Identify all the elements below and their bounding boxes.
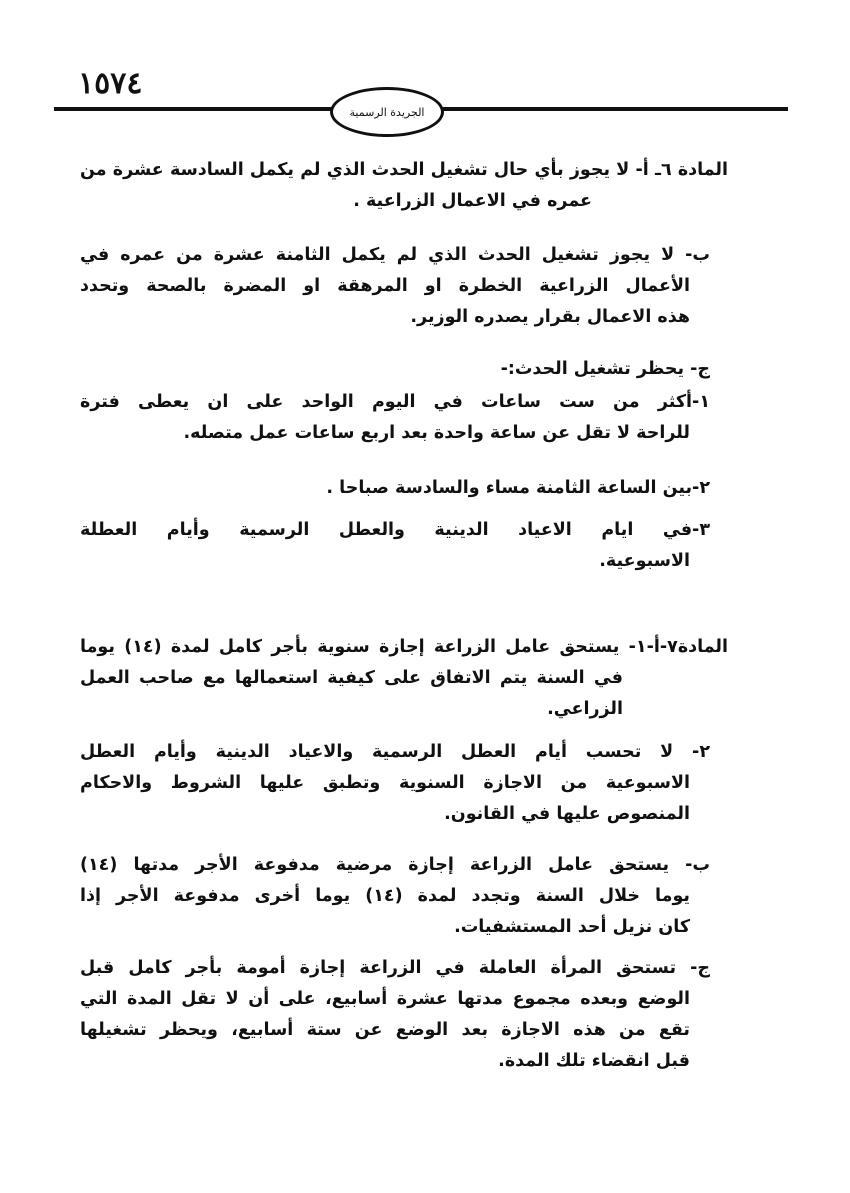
text-line: المنصوص عليها في القانون. [444,804,690,824]
text-line: الاسبوعية من الاجازة السنوية وتطبق عليها الشروط والاحكام [80,773,690,793]
article-7-a-1 [80,632,728,725]
gazette-emblem [330,87,444,137]
text-line: كان نزيل أحد المستشفيات. [454,917,690,937]
text-line: ١-أكثر من ست ساعات في اليوم الواحد على ان يعطى فترة [80,392,710,412]
text-line: الأعمال الزراعية الخطرة او المرهقة او المضرة بالصحة وتحدد [80,276,690,296]
text-line: ٣-في ايام الاعياد الدينية والعطل الرسمية وأيام العطلة [80,520,710,540]
text-line: ب- لا يجوز تشغيل الحدث الذي لم يكمل الثامنة عشرة من عمره في [80,245,710,265]
text-line: ب- يستحق عامل الزراعة إجازة مرضية مدفوعة الأجر مدتها (١٤) [80,855,710,875]
article-7-a-2 [80,737,710,830]
text-line: هذه الاعمال بقرار يصدره الوزير. [410,307,690,327]
text-line: الوضع وبعده مجموع مدتها عشرة أسابيع، على أن لا تقل المدة التي [80,989,690,1009]
text-line: يوما خلال السنة وتجدد لمدة (١٤) يوما أخرى مدفوعة الأجر إذا [80,886,690,906]
text-line: المادة٧-أ-١- يستحق عامل الزراعة إجازة سنوية بأجر كامل لمدة (١٤) يوما [80,637,728,657]
text-line: للراحة لا تقل عن ساعة واحدة بعد اربع ساعات عمل متصله. [183,423,690,443]
text-line: ٢-بين الساعة الثامنة مساء والسادسة صباحا . [326,478,710,498]
gazette-name: الجريدة الرسمية [349,105,425,119]
article-6-c-2 [80,473,710,504]
text-line: ٢- لا تحسب أيام العطل الرسمية والاعياد الدينية وأيام العطل [80,742,710,762]
article-7-c [80,953,710,1077]
text-line: الزراعي. [547,699,623,719]
article-6-a [80,155,728,217]
text-line: تقع من هذه الاجازة بعد الوضع عن ستة أسابيع، ويحظر تشغيلها [80,1020,690,1040]
text-line: عمره في الاعمال الزراعية . [353,191,592,211]
text-line: ج- تستحق المرأة العاملة في الزراعة إجازة أمومة بأجر كامل قبل [80,958,710,978]
article-6-c-3 [80,515,710,577]
article-7-b [80,850,710,943]
text-line: المادة ٦ـ أ- لا يجوز بأي حال تشغيل الحدث الذي لم يكمل السادسة عشرة من [80,160,729,180]
article-6-b [80,240,710,333]
article-6-c-heading [80,354,710,385]
text-line: في السنة يتم الاتفاق على كيفية استعمالها مع صاحب العمل [80,668,623,688]
text-line: الاسبوعية. [599,551,690,571]
text-line: قبل انقضاء تلك المدة. [498,1051,690,1071]
page-number: ١٥٧٤ [78,66,143,101]
article-6-c-1 [80,387,710,449]
text-line: ج- يحظر تشغيل الحدث:- [500,359,710,379]
